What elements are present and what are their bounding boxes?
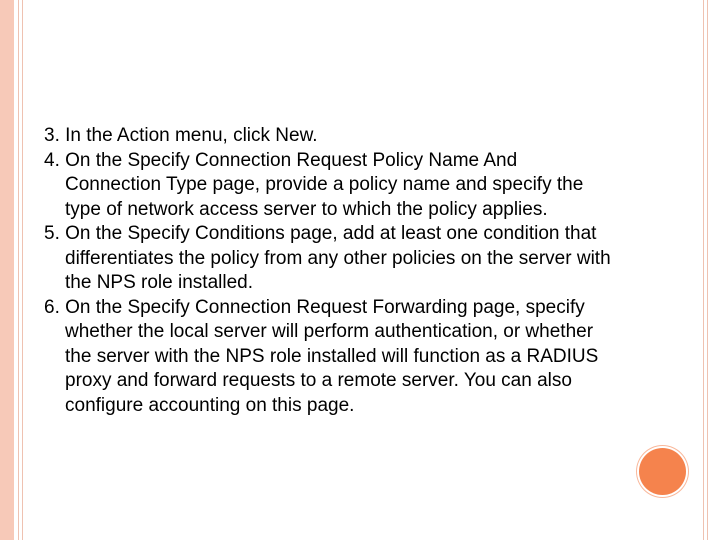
step-6: 6. On the Specify Connection Request Forwarding page, specify whether the local server will perform authentication, or whether the server with the NPS role installed will function as a RADIUS proxy and forward requests to a remote server. You can also configure accounting on this page.: [44, 296, 599, 416]
step-3: 3. In the Action menu, click New.: [44, 125, 318, 146]
step-4: 4. On the Specify Connection Request Policy Name And Connection Type page, provide a policy name and specify the type of network access server to which the policy applies.: [44, 149, 584, 220]
step-5: 5. On the Specify Conditions page, add at least one condition that differentiates the policy from any other policies on the server with the NPS role installed.: [44, 223, 611, 293]
decorative-circle: [639, 448, 686, 495]
left-accent-band: [0, 0, 14, 540]
slide-body: [44, 124, 614, 418]
